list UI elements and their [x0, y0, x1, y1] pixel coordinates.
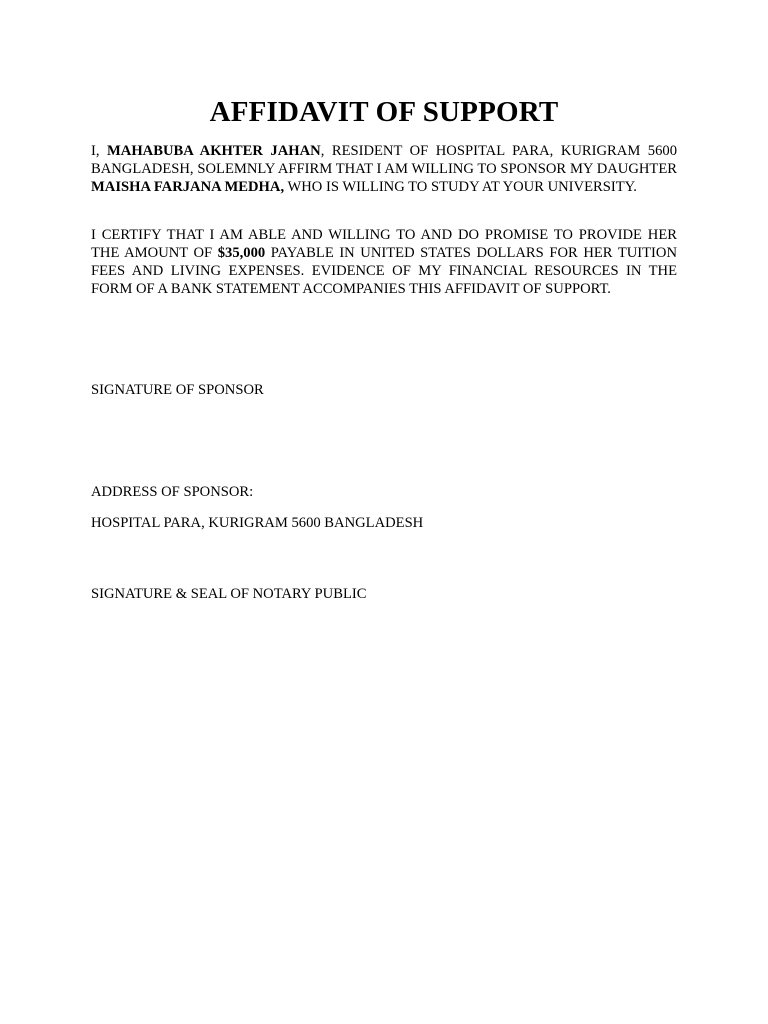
expenses-text: PAYABLE IN UNITED STATES DOLLARS FOR HER TUITION FEES AND LIVING EXPENSES. EVIDENCE OF MY FINANCIAL RESOURCES IN THE FORM OF A BANK STATEMENT ACCOMPANIES THIS AFFIDAVIT OF SUPPORT. — [91, 245, 677, 297]
sponsor-name: MAHABUBA AKHTER JAHAN — [107, 143, 321, 159]
sponsor-declaration-paragraph — [91, 142, 677, 196]
certify-text: I CERTIFY THAT I AM ABLE AND WILLING TO AND DO PROMISE TO PROVIDE HER THE AMOUNT OF — [91, 227, 677, 261]
document-title: AFFIDAVIT OF SUPPORT — [209, 96, 559, 128]
sponsor-address-label: ADDRESS OF SPONSOR: — [91, 484, 254, 500]
residence-text: , RESIDENT OF HOSPITAL PARA, KURIGRAM 5600 BANGLADESH, SOLEMNLY AFFIRM THAT I AM WILLING TO SPONSOR MY DAUGHTER — [91, 143, 677, 177]
intro-text: I, — [91, 143, 108, 159]
sponsor-signature-label: SIGNATURE OF SPONSOR — [91, 382, 264, 398]
student-name: MAISHA FARJANA MEDHA, — [91, 179, 285, 195]
financial-certification-paragraph — [91, 226, 677, 298]
sponsor-address-value: HOSPITAL PARA, KURIGRAM 5600 BANGLADESH — [91, 515, 424, 531]
university-text: WHO IS WILLING TO STUDY AT YOUR UNIVERSITY. — [284, 179, 637, 195]
notary-signature-label: SIGNATURE & SEAL OF NOTARY PUBLIC — [91, 586, 367, 602]
support-amount: $35,000 — [217, 245, 266, 261]
